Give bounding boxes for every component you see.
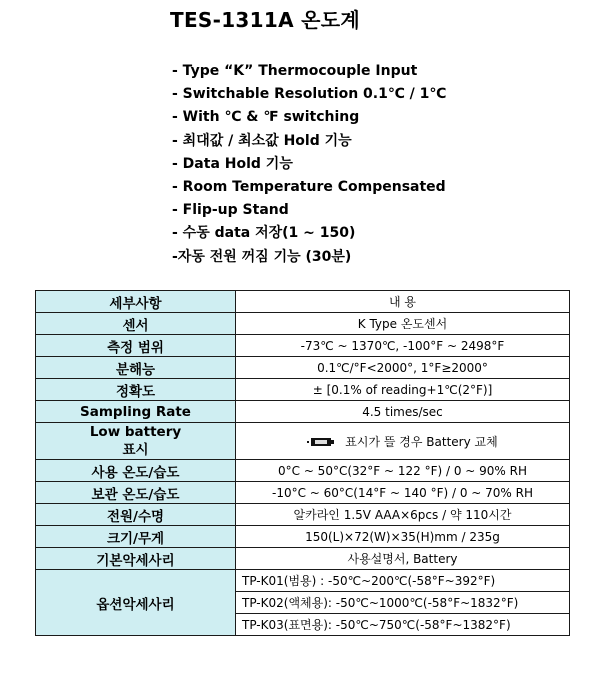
row-value: 사용설명서, Battery bbox=[236, 548, 570, 570]
table-row bbox=[36, 526, 570, 548]
row-value: K Type 온도센서 bbox=[236, 313, 570, 335]
option-item: TP-K02(액체용): -50℃~1000℃(-58°F~1832°F) bbox=[236, 592, 570, 614]
option-item: TP-K01(범용) : -50℃~200℃(-58°F~392°F) bbox=[236, 570, 570, 592]
low-battery-icon bbox=[307, 437, 335, 447]
option-item: TP-K03(표면용): -50℃~750℃(-58°F~1382°F) bbox=[236, 614, 570, 636]
row-label: 사용 온도/습도 bbox=[36, 460, 236, 482]
row-label: 옵션악세사리 bbox=[36, 570, 236, 636]
row-value bbox=[236, 423, 570, 460]
row-value: 150(L)×72(W)×35(H)mm / 235g bbox=[236, 526, 570, 548]
table-row bbox=[36, 335, 570, 357]
row-value: 알카라인 1.5V AAA×6pcs / 약 110시간 bbox=[236, 504, 570, 526]
table-row bbox=[36, 548, 570, 570]
row-value: ± [0.1% of reading+1℃(2°F)] bbox=[236, 379, 570, 401]
header-value: 내 용 bbox=[236, 291, 570, 313]
table-row bbox=[36, 570, 570, 592]
row-value: 0.1℃/°F<2000°, 1°F≥2000° bbox=[236, 357, 570, 379]
row-label: 보관 온도/습도 bbox=[36, 482, 236, 504]
row-value: 4.5 times/sec bbox=[236, 401, 570, 423]
row-value: 0°C ~ 50°C(32°F ~ 122 °F) / 0 ~ 90% RH bbox=[236, 460, 570, 482]
row-value-text: 표시가 뜰 경우 Battery 교체 bbox=[345, 434, 498, 449]
table-header-row bbox=[36, 291, 570, 313]
feature-item: - 수동 data 저장(1 ~ 150) bbox=[172, 225, 356, 242]
feature-item: -자동 전원 꺼짐 기능 (30분) bbox=[172, 248, 352, 265]
table-row bbox=[36, 423, 570, 460]
feature-item: - 최대값 / 최소값 Hold 기능 bbox=[172, 132, 352, 149]
row-label: 전원/수명 bbox=[36, 504, 236, 526]
row-label bbox=[36, 423, 236, 460]
row-label: 센서 bbox=[36, 313, 236, 335]
row-label: 기본악세사리 bbox=[36, 548, 236, 570]
feature-item: - Data Hold 기능 bbox=[172, 155, 293, 172]
table-row bbox=[36, 357, 570, 379]
feature-item: - Type “K” Thermocouple Input bbox=[172, 63, 418, 79]
feature-list bbox=[172, 60, 446, 269]
row-label: 분해능 bbox=[36, 357, 236, 379]
row-label-line: 표시 bbox=[122, 442, 149, 458]
table-row bbox=[36, 460, 570, 482]
table-row bbox=[36, 379, 570, 401]
table-row bbox=[36, 401, 570, 423]
row-label: 크기/무게 bbox=[36, 526, 236, 548]
header-label: 세부사항 bbox=[36, 291, 236, 313]
row-label-line: Low battery bbox=[89, 424, 182, 440]
feature-item: - Flip-up Stand bbox=[172, 202, 289, 219]
feature-item: - Switchable Resolution 0.1℃ / 1℃ bbox=[172, 86, 447, 103]
table-row bbox=[36, 482, 570, 504]
row-value: -73℃ ~ 1370℃, -100°F ~ 2498°F bbox=[236, 335, 570, 357]
table-row bbox=[36, 504, 570, 526]
feature-item: - Room Temperature Compensated bbox=[172, 178, 446, 195]
feature-item: - With ℃ & ℉ switching bbox=[172, 109, 360, 126]
table-row bbox=[36, 313, 570, 335]
page-title: TES-1311A 온도계 bbox=[170, 8, 360, 32]
spec-table bbox=[35, 290, 570, 636]
row-label: 측정 범위 bbox=[36, 335, 236, 357]
row-value: -10°C ~ 60°C(14°F ~ 140 °F) / 0 ~ 70% RH bbox=[236, 482, 570, 504]
row-label: 정확도 bbox=[36, 379, 236, 401]
row-label: Sampling Rate bbox=[36, 401, 236, 423]
